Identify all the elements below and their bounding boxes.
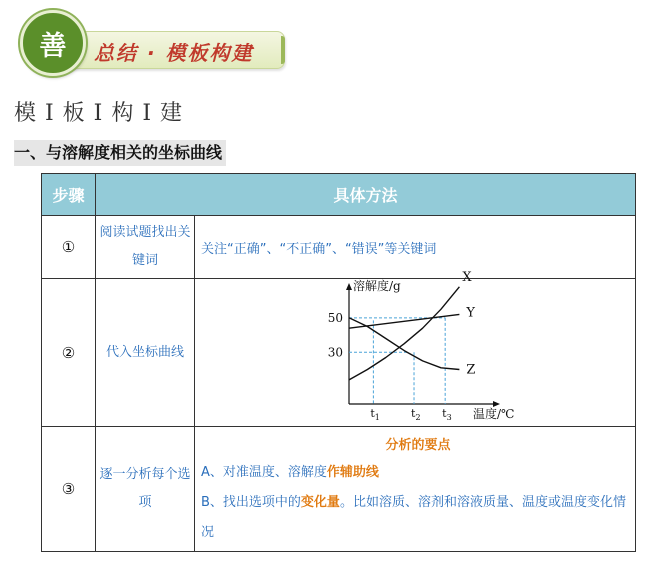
section-banner (20, 10, 270, 74)
step-number: ② (42, 279, 96, 427)
step-number: ③ (42, 427, 96, 552)
point-a-highlight: 作辅助线 (326, 465, 379, 480)
point-b-highlight: 变化量 (300, 495, 340, 510)
table-row (42, 427, 636, 552)
solubility-chart (195, 269, 635, 426)
point-b-suffix: 。比如溶质、溶剂和溶液质量、温度或温度变化情况 (201, 495, 626, 540)
point-a-text: A、对准温度、溶解度 (201, 465, 327, 480)
page-title: 模 I 板 I 构 I 建 (14, 101, 184, 126)
step-name: 阅读试题找出关键词 (96, 216, 195, 279)
method-table (41, 173, 636, 552)
y-axis-label: 溶解度/g (353, 278, 401, 293)
chart-cell (195, 269, 636, 427)
x-axis-label: 温度/℃ (473, 406, 515, 421)
step-name: 逐一分析每个选项 (96, 427, 195, 552)
step-description: 关注“正确”、“不正确”、“错误”等关键词 (195, 216, 636, 279)
series-label-z: Z (466, 362, 476, 378)
x-tick-label: $t_3$ (442, 406, 452, 422)
step-name: 代入坐标曲线 (96, 279, 195, 427)
step-number: ① (42, 216, 96, 279)
series-line-x (349, 286, 459, 379)
analysis-cell (195, 427, 636, 552)
banner-text: 总结 · 模板构建 (94, 41, 254, 65)
x-tick-label: $t_1$ (370, 406, 380, 422)
section-heading: 一、与溶解度相关的坐标曲线 (14, 140, 226, 166)
series-label-x: X (462, 269, 472, 285)
y-tick-label: 50 (327, 310, 343, 325)
point-b-text: B、找出选项中的 (201, 495, 301, 510)
banner-emblem (20, 10, 86, 76)
x-tick-label: $t_2$ (411, 406, 421, 422)
point-a (201, 458, 635, 488)
series-label-y: Y (466, 304, 475, 320)
header-method: 具体方法 (96, 174, 636, 216)
analysis-title: 分析的要点 (385, 438, 451, 453)
solubility-chart-svg (195, 269, 636, 426)
y-axis-arrow (346, 283, 352, 290)
table-row (42, 216, 636, 279)
banner-char: 善 (39, 30, 67, 62)
header-step: 步骤 (42, 174, 96, 216)
table-row (42, 279, 636, 427)
point-b (201, 488, 635, 548)
y-tick-label: 30 (327, 344, 343, 359)
table-header-row (42, 174, 636, 216)
